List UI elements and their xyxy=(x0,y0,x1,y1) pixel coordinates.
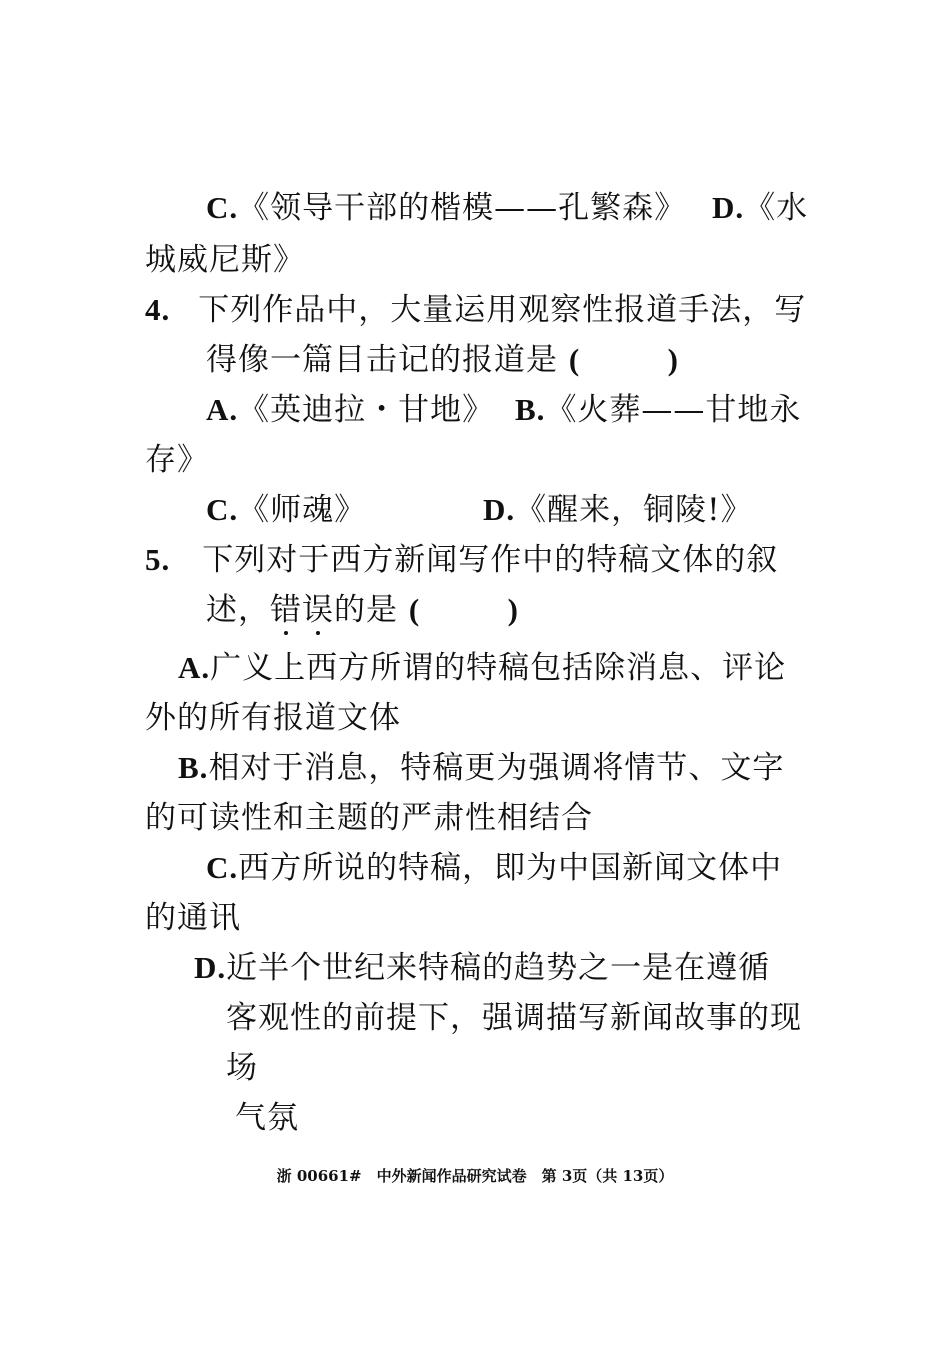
q5-stem-cont xyxy=(206,590,519,630)
option-label: D. xyxy=(194,950,227,985)
q3-option-c xyxy=(206,188,686,228)
q4-option-b xyxy=(515,390,801,430)
question-text: 下列作品中，大量运用观察性报道手法，写 xyxy=(198,292,807,328)
q5-stem xyxy=(145,540,778,580)
option-text: 《醒来，铜陵!》 xyxy=(515,492,753,528)
q4-option-d xyxy=(483,490,753,530)
q4-stem-cont xyxy=(206,340,679,380)
page-footer: 浙 00661# 中外新闻作品研究试卷 第 3页（共 13页） xyxy=(276,1167,674,1185)
option-text: 相对于消息，特稿更为强调将情节、文字 xyxy=(208,750,785,786)
option-label: C. xyxy=(206,492,239,527)
q4-option-c xyxy=(206,490,366,530)
option-text: 近半个世纪来特稿的趋势之一是在遵循 xyxy=(226,950,771,986)
option-label: A. xyxy=(178,650,211,685)
option-text: 《水 xyxy=(744,190,809,226)
q5-option-d-cont: 场 xyxy=(226,1050,258,1086)
answer-paren: ( ) xyxy=(408,592,520,627)
option-label: B. xyxy=(178,750,209,785)
q4-option-a xyxy=(206,390,494,430)
option-text: 《英迪拉・甘地》 xyxy=(238,392,495,428)
q4-stem xyxy=(145,290,806,330)
option-text: 西方所说的特稿，即为中国新闻文体中 xyxy=(238,850,783,886)
q5-option-c xyxy=(206,848,782,888)
q5-option-c-cont: 的通讯 xyxy=(145,900,241,936)
q5-option-a xyxy=(178,648,786,688)
q4-option-b-cont: 存》 xyxy=(145,442,209,478)
emphasis-char: 错 xyxy=(270,592,302,628)
emphasis-char: 误 xyxy=(302,592,334,628)
option-label: D. xyxy=(483,492,516,527)
question-number: 5. xyxy=(145,542,171,577)
answer-paren: ( ) xyxy=(568,342,680,377)
question-text: 下列对于西方新闻写作中的特稿文体的叙 xyxy=(202,542,779,578)
option-label: C. xyxy=(206,850,239,885)
question-text: 的是 xyxy=(334,592,398,628)
q5-option-d-cont: 客观性的前提下，强调描写新闻故事的现 xyxy=(226,1000,802,1036)
option-text: 广义上西方所谓的特稿包括除消息、评论 xyxy=(210,650,787,686)
q3-option-d xyxy=(712,188,808,228)
option-label: B. xyxy=(515,392,546,427)
q5-option-b xyxy=(178,748,784,788)
q5-option-d-cont: 气氛 xyxy=(235,1100,299,1136)
option-label: C. xyxy=(206,190,239,225)
option-label: D. xyxy=(712,190,745,225)
option-text: 《领导干部的楷模——孔繁森》 xyxy=(238,190,687,226)
option-text: 《火葬——甘地永 xyxy=(545,392,802,428)
option-label: A. xyxy=(206,392,239,427)
q5-option-b-cont: 的可读性和主题的严肃性相结合 xyxy=(145,800,593,836)
q5-option-d xyxy=(194,948,770,988)
q3-option-d-cont: 城威尼斯》 xyxy=(145,242,305,278)
option-text: 《师魂》 xyxy=(238,492,367,528)
question-text: 得像一篇目击记的报道是 xyxy=(206,342,558,378)
question-text: 述， xyxy=(206,592,270,628)
question-number: 4. xyxy=(145,292,171,327)
q5-option-a-cont: 外的所有报道文体 xyxy=(145,700,401,736)
